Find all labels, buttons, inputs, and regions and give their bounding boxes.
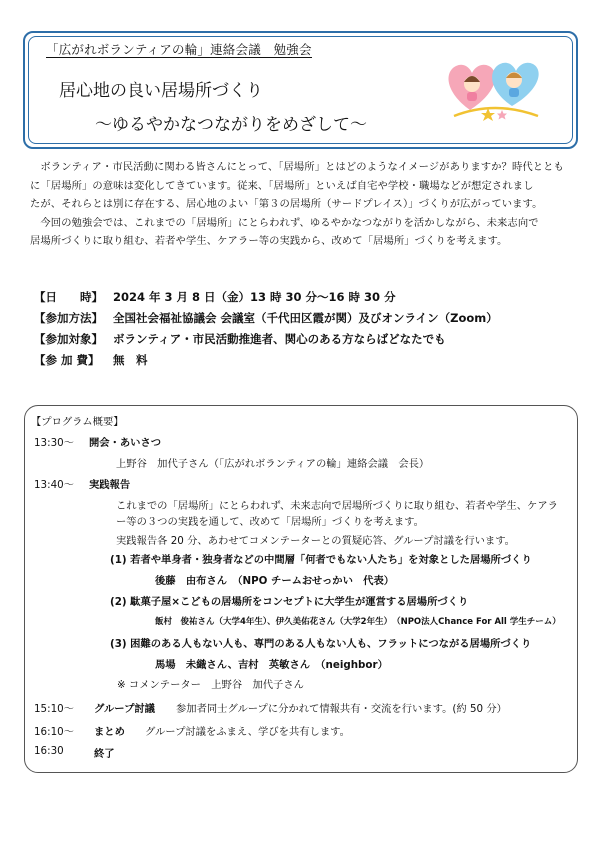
info-label: 【参 加 費】 [34,353,100,367]
session-title: グループ討議 [94,703,155,715]
info-target-row [34,331,446,347]
intro-line: 居場所づくりに取り組む、若者や学生、ケアラー等の実践から、改めて「居場所」づくりを考えます。 [30,235,508,247]
info-label: 【参加方法】 [34,311,103,325]
session-title: まとめ [94,726,125,738]
intro-paragraph [30,158,564,251]
session-detail: 上野谷 加代子さん（「広がれボランティアの輪」連絡会議 会長） [116,458,430,470]
report-title: (2) 駄菓子屋×こどもの居場所をコンセプトに大学生が運営する居場所づくり [110,596,469,608]
report-title: (3) 困難のある人もない人も、専門のある人もない人も、フラットにつながる居場所づくり [110,638,532,650]
session-title: 終了 [94,748,115,760]
intro-line: ボランティア・市民活動に関わる皆さんにとって、「居場所」とはどのようなイメージがありますか？時代ととも [30,161,564,173]
program-heading: 【プログラム概要】 [31,416,124,428]
info-label: 【参加対象】 [34,332,103,346]
report-speaker: 飯村 俊祐さん（大学4年生）、伊久美佑花さん（大学2年生） （NPO法人Chance For All 学生チーム） [155,617,561,627]
session-title: 実践報告 [89,479,131,491]
session-detail: これまでの「居場所」にとらわれず、未来志向で居場所づくりに取り組む、若者や学生、ケアラ [116,500,558,512]
session-time: 16:10～ [34,726,74,738]
page-subtitle: ～ゆるやかなつながりをめざして～ [95,115,367,135]
session-detail: ー等の３つの実践を通して、改めて「居場所」づくりを考えます。 [116,516,424,528]
info-value: 全国社会福祉協議会 会議室（千代田区霞が関）及びオンライン（Zoom） [113,311,498,325]
session-time: 16:30 [34,745,64,757]
session-detail: 参加者同士グループに分かれて情報共有・交流を行います。(約 50 分） [176,703,507,715]
session-title: 開会・あいさつ [89,437,162,449]
info-date-row [34,289,396,305]
info-method-row [34,310,498,326]
organizer-underline [46,57,312,58]
commentator-note: ※ コメンテーター 上野谷 加代子さん [117,679,304,691]
info-label: 【日 時】 [34,290,103,304]
info-fee-row [34,352,148,368]
report-speaker: 後藤 由布さん （NPO チームおせっかい 代表） [155,575,395,587]
intro-line: 今回の勉強会では、これまでの「居場所」にとらわれず、ゆるやかなつながりを活かしながら、未来志向で [30,216,539,229]
organizer-line: 「広がれボランティアの輪」連絡会議 勉強会 [46,42,312,57]
info-value: 2024 年 3 月 8 日（金）13 時 30 分～16 時 30 分 [113,290,396,304]
session-detail: グループ討議をふまえ、学びを共有します。 [145,726,350,738]
intro-line: たが、それらとは別に存在する、居心地のよい「第３の居場所（サードプレイス）」づくりが広がっています。 [30,198,543,210]
page-title: 居心地の良い居場所づくり [59,81,263,101]
report-speaker: 馬場 未織さん、吉村 英敏さん （neighbor） [155,659,388,671]
session-time: 15:10～ [34,703,74,715]
report-title: (1) 若者や単身者・独身者などの中間層「何者でもない人たち」を対象とした居場所づくり [110,554,532,566]
info-value: ボランティア・市民活動推進者、関心のある方ならばどなたでも [113,332,446,346]
session-detail: 実践報告各 20 分、あわせてコメンテーターとの質疑応答、グループ討議を行います。 [116,535,515,547]
session-time: 13:40～ [34,479,74,491]
session-time: 13:30～ [34,437,74,449]
info-value: 無 料 [113,353,148,367]
volunteer-hearts-logo [440,50,550,130]
intro-line: に「居場所」の意味は変化してきています。従来、「居場所」といえば自宅や学校・職場などが想定されまし [30,179,534,192]
